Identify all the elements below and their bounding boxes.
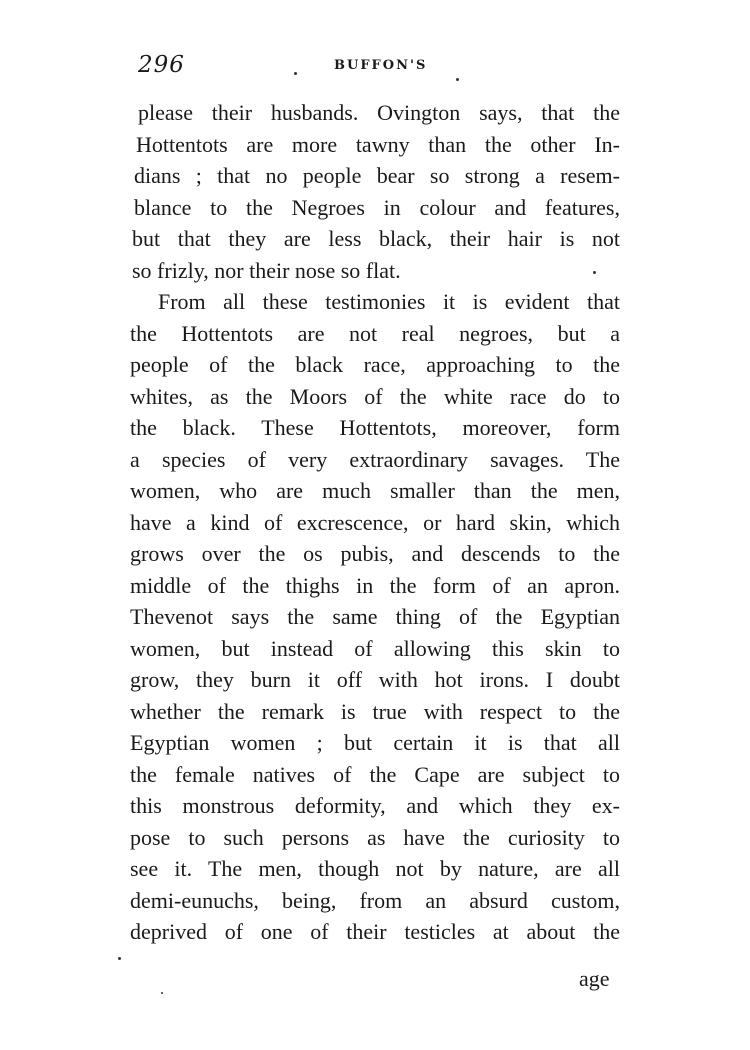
print-speck	[294, 72, 297, 75]
text-line: this monstrous deformity, and which they ex-	[130, 793, 620, 818]
text-line: grow, they burn it off with hot irons. I doubt	[130, 667, 620, 692]
print-speck	[593, 271, 596, 274]
catchword: age	[579, 966, 610, 991]
text-line: grows over the os pubis, and descends to the	[130, 541, 620, 566]
text-line: women, who are much smaller than the men,	[130, 478, 620, 503]
text-line: From all these testimonies it is evident that	[158, 289, 620, 314]
page-header	[138, 52, 468, 86]
text-line: see it. The men, though not by nature, are all	[130, 856, 620, 881]
print-speck	[161, 992, 163, 994]
text-line: middle of the thighs in the form of an apron.	[130, 572, 620, 598]
text-line: the female natives of the Cape are subject to	[130, 761, 620, 787]
text-line: Egyptian women ; but certain it is that all	[130, 730, 620, 755]
text-line: the Hottentots are not real negroes, but a	[130, 320, 620, 346]
print-speck	[456, 78, 459, 81]
text-line: people of the black race, approaching to the	[130, 352, 620, 377]
text-line: whites, as the Moors of the white race do to	[130, 383, 620, 409]
text-line: but that they are less black, their hair is not	[132, 226, 620, 251]
text-line: dians ; that no people bear so strong a resem-	[134, 163, 620, 188]
text-line: deprived of one of their testicles at about the	[130, 919, 620, 944]
running-head: BUFFON'S	[334, 58, 428, 73]
page-number: 296	[138, 52, 185, 78]
text-line: women, but instead of allowing this skin to	[130, 635, 620, 661]
print-speck	[118, 957, 121, 960]
text-line: a species of very extraordinary savages. The	[130, 446, 620, 472]
text-line: blance to the Negroes in colour and features,	[134, 194, 620, 220]
text-line: the black. These Hottentots, moreover, form	[130, 415, 620, 440]
text-line: pose to such persons as have the curiosity to	[130, 824, 620, 850]
text-line: whether the remark is true with respect to the	[130, 698, 620, 724]
text-line: Hottentots are more tawny than the other In-	[136, 131, 620, 157]
text-line: have a kind of excrescence, or hard skin, which	[130, 509, 620, 535]
text-line: please their husbands. Ovington says, that the	[138, 100, 620, 125]
text-line: so frizly, nor their nose so flat.	[132, 257, 401, 283]
text-line: demi-eunuchs, being, from an absurd custom,	[130, 887, 620, 913]
text-line: Thevenot says the same thing of the Egyptian	[130, 604, 620, 629]
